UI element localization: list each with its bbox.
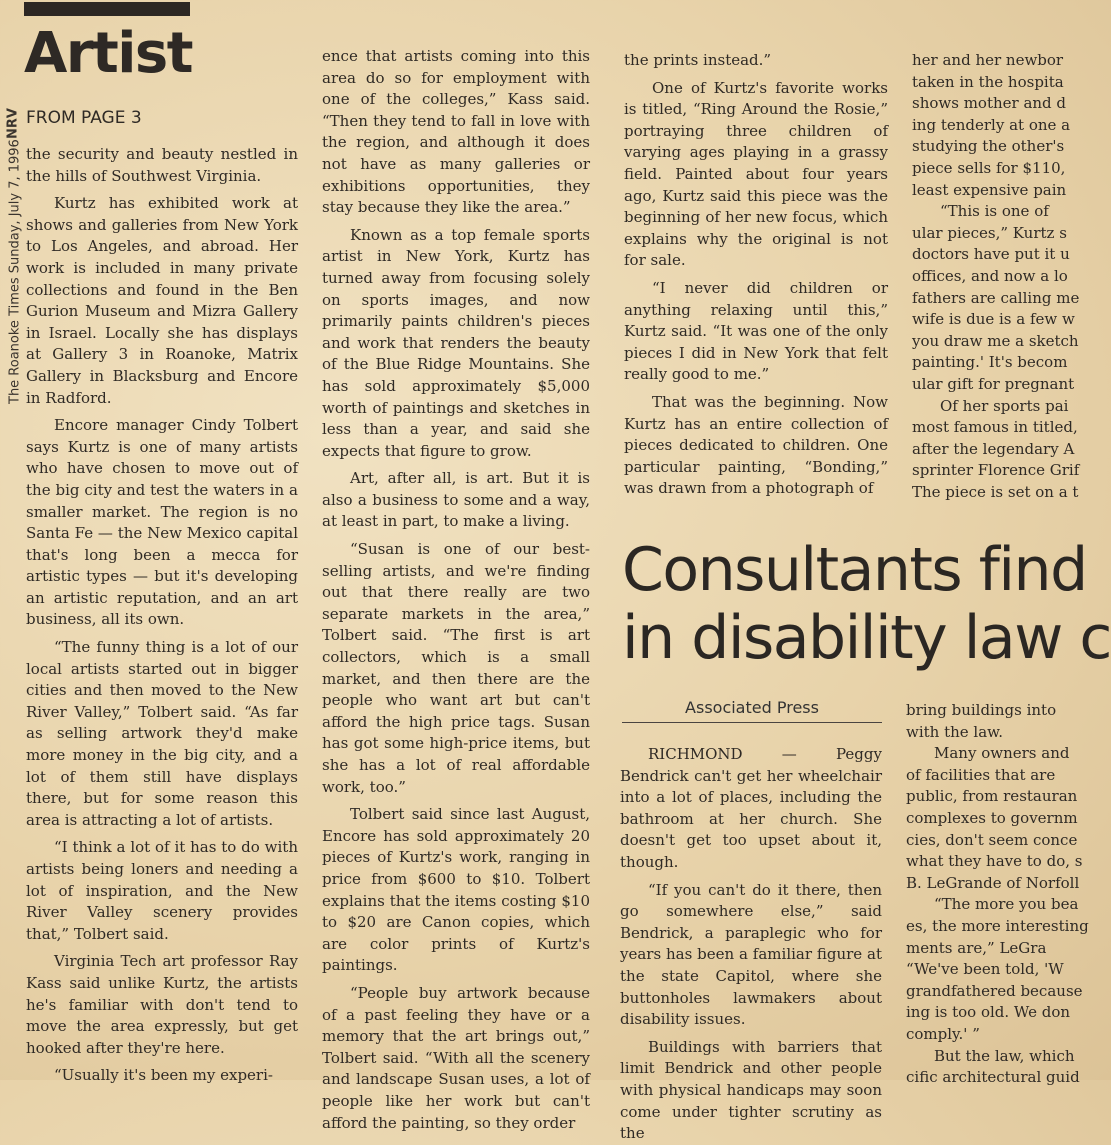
headline-line: Consultants find xyxy=(622,535,1087,605)
text-line: ing tenderly at one a xyxy=(912,115,1071,134)
text-line: ular pieces,” Kurtz s xyxy=(912,223,1067,242)
text-line: “The more you bea xyxy=(934,895,1079,914)
headline-line: in disability law c xyxy=(622,603,1111,673)
paragraph: “People buy artwork because of a past feeling they have or a memory that the art brings out,” Tolbert said. “With all the scenery and landscape Susan uses, a lot of people like her work but can't afford the painting, so they order xyxy=(322,983,590,1132)
paragraph: Virginia Tech art professor Ray Kass said unlike Kurtz, the artists he's familiar with don't tend to move the area expressly, but get hooked after they're here. xyxy=(26,952,298,1057)
text-line: her and her newbor xyxy=(912,51,1064,69)
paragraph: “The funny thing is a lot of our local artists started out in bigger cities and then moved to the New River Valley,” Tolbert said. “As far as selling artwork they'd make more money in the big city, and a lot of them still have displays there, but for some reason this area is attracting a lot of artists. xyxy=(26,638,298,829)
paragraph: RICHMOND — Peggy Bendrick can't get her wheelchair into a lot of places, including the bathroom at her church. She doesn't get too upset about it, though. xyxy=(620,745,882,871)
text-line: with the law. xyxy=(906,722,1003,741)
article-headline: Artist xyxy=(24,21,193,86)
paragraph: Encore manager Cindy Tolbert says Kurtz is one of many artists who have chosen to move out of the big city and test the waters in a smaller market. The region is no Santa Fe — the New Mexico capital that's long been a mecca for artistic types — but it's developing an artistic reputation, and an art business, all its own. xyxy=(26,416,298,629)
text-line: “We've been told, 'W xyxy=(906,960,1064,979)
text-line: ments are,” LeGra xyxy=(906,938,1047,957)
paragraph: Known as a top female sports artist in New York, Kurtz has turned away from focusing solely on sports images, and now primarily paints children's pieces and work that renders the beauty of the Blue Ridge Mountains. She has sold approximately $5,000 worth of paintings and sketches in less than a year, and said she expects that figure to grow. xyxy=(322,225,590,460)
article-column-3 xyxy=(624,50,888,510)
article-column-2 xyxy=(322,46,590,1132)
paragraph: Kurtz has exhibited work at shows and galleries from New York to Los Angeles, and abroad. Her work is included in many private collections and found in the Ben Gurion Museum and Mizra Gallery in Israel. Locally she has displays at Gallery 3 in Roanoke, Matrix Gallery in Blacksburg and Encore in Radford. xyxy=(26,194,298,407)
text-line: wife is due is a few w xyxy=(912,310,1075,329)
text-line: Of her sports pai xyxy=(940,396,1069,415)
paragraph: “Susan is one of our best-selling artists, and we're finding out that there really are two separate markets in the area,” Tolbert said. “The first is art collectors, which is a small market, and then there are the people who want art but can't afford the high price tags. Susan has got some high-price items, but she has a lot of real affordable work, too.” xyxy=(322,540,590,796)
text-line: comply.' ” xyxy=(906,1024,980,1043)
text-line: of facilities that are xyxy=(906,765,1056,784)
paragraph: Buildings with barriers that limit Bendrick and other people with physical handicaps may soon come under tighter scrutiny as the xyxy=(620,1037,882,1143)
text-line: But the law, which xyxy=(934,1046,1075,1065)
text-line: bring buildings into xyxy=(906,701,1057,719)
text-line: piece sells for $110, xyxy=(912,158,1066,177)
text-line: least expensive pain xyxy=(912,180,1067,199)
text-line: studying the other's xyxy=(912,137,1065,156)
second-article-column-1 xyxy=(620,744,882,1143)
article-column-1 xyxy=(26,144,298,1085)
text-line: Many owners and xyxy=(934,744,1070,763)
text-line: most famous in titled, xyxy=(912,418,1078,437)
text-line: taken in the hospita xyxy=(912,72,1064,91)
article-column-4 xyxy=(912,50,1092,510)
masthead-rule xyxy=(24,2,190,16)
text-line: sprinter Florence Grif xyxy=(912,461,1080,480)
byline: Associated Press xyxy=(685,698,819,717)
paragraph: the prints instead.” xyxy=(624,51,772,69)
text-line: complexes to governm xyxy=(906,808,1078,827)
text-line: “This is one of xyxy=(940,202,1049,221)
paragraph: Tolbert said since last August, Encore has sold approximately 20 pieces of Kurtz's work, ranging in price from $600 to $10. Tolbert explains that the items costing $10 to $20 are Canon copies, which are color prints of Kurtz's paintings. xyxy=(322,805,590,975)
jump-label: FROM PAGE 3 xyxy=(26,108,142,128)
paragraph: ence that artists coming into this area do so for employment with one of the colleges,” Kass said. “Then they tend to fall in love with the region, and although it does not have as many galleries or exhibitions opportunities, they stay because they like the area.” xyxy=(322,47,590,217)
second-article-column-2 xyxy=(906,700,1089,1087)
paragraph: Art, after all, is art. But it is also a business to some and a way, at least in part, to make a living. xyxy=(322,469,590,531)
text-line: fathers are calling me xyxy=(912,288,1080,307)
text-line: es, the more interesting xyxy=(906,916,1089,935)
text-line: what they have to do, s xyxy=(906,852,1083,871)
text-line: The piece is set on a t xyxy=(912,482,1079,501)
text-line: grandfathered because xyxy=(906,981,1083,1000)
paragraph: “If you can't do it there, then go somewhere else,” said Bendrick, a paraplegic who for years has been a familiar figure at the state Capitol, where she buttonholes lawmakers about disability issues. xyxy=(620,880,882,1029)
text-line: cies, don't seem conce xyxy=(906,830,1078,849)
folio-sideline xyxy=(4,4,26,404)
byline-rule xyxy=(622,722,882,723)
text-line: B. LeGrande of Norfoll xyxy=(906,873,1080,892)
text-line: after the legendary A xyxy=(912,439,1075,458)
text-line: ular gift for pregnant xyxy=(912,374,1075,393)
section-label: NRV xyxy=(5,108,21,140)
paragraph: “Usually it's been my experi- xyxy=(54,1066,273,1085)
text-line: doctors have put it u xyxy=(912,245,1070,264)
text-line: ing is too old. We don xyxy=(906,1003,1071,1022)
text-line: cific architectural guid xyxy=(906,1068,1080,1087)
text-line: painting.' It's becom xyxy=(912,353,1068,372)
paragraph: “I think a lot of it has to do with artists being loners and needing a lot of inspiration, and the New River Valley scenery provides that,” Tolbert said. xyxy=(26,838,298,943)
paragraph: That was the beginning. Now Kurtz has an entire collection of pieces dedicated to children. One particular painting, “Bonding,” was drawn from a photograph of xyxy=(624,392,888,498)
folio-text: The Roanoke Times Sunday, July 7, 1996 xyxy=(7,139,23,404)
text-line: offices, and now a lo xyxy=(912,266,1068,285)
paragraph: “I never did children or anything relaxing until this,” Kurtz said. “It was one of the only pieces I did in New York that felt really good to me.” xyxy=(624,278,888,384)
paragraph: the security and beauty nestled in the hills of Southwest Virginia. xyxy=(26,145,298,185)
second-article-headline xyxy=(622,535,1111,673)
paragraph: One of Kurtz's favorite works is titled, “Ring Around the Rosie,” portraying three children of varying ages playing in a grassy field. Painted about four years ago, Kurtz said this piece was the beginning of her new focus, which explains why the original is not for sale. xyxy=(624,78,888,270)
text-line: public, from restauran xyxy=(906,787,1078,806)
text-line: shows mother and d xyxy=(912,94,1067,113)
text-line: you draw me a sketch xyxy=(912,331,1079,350)
